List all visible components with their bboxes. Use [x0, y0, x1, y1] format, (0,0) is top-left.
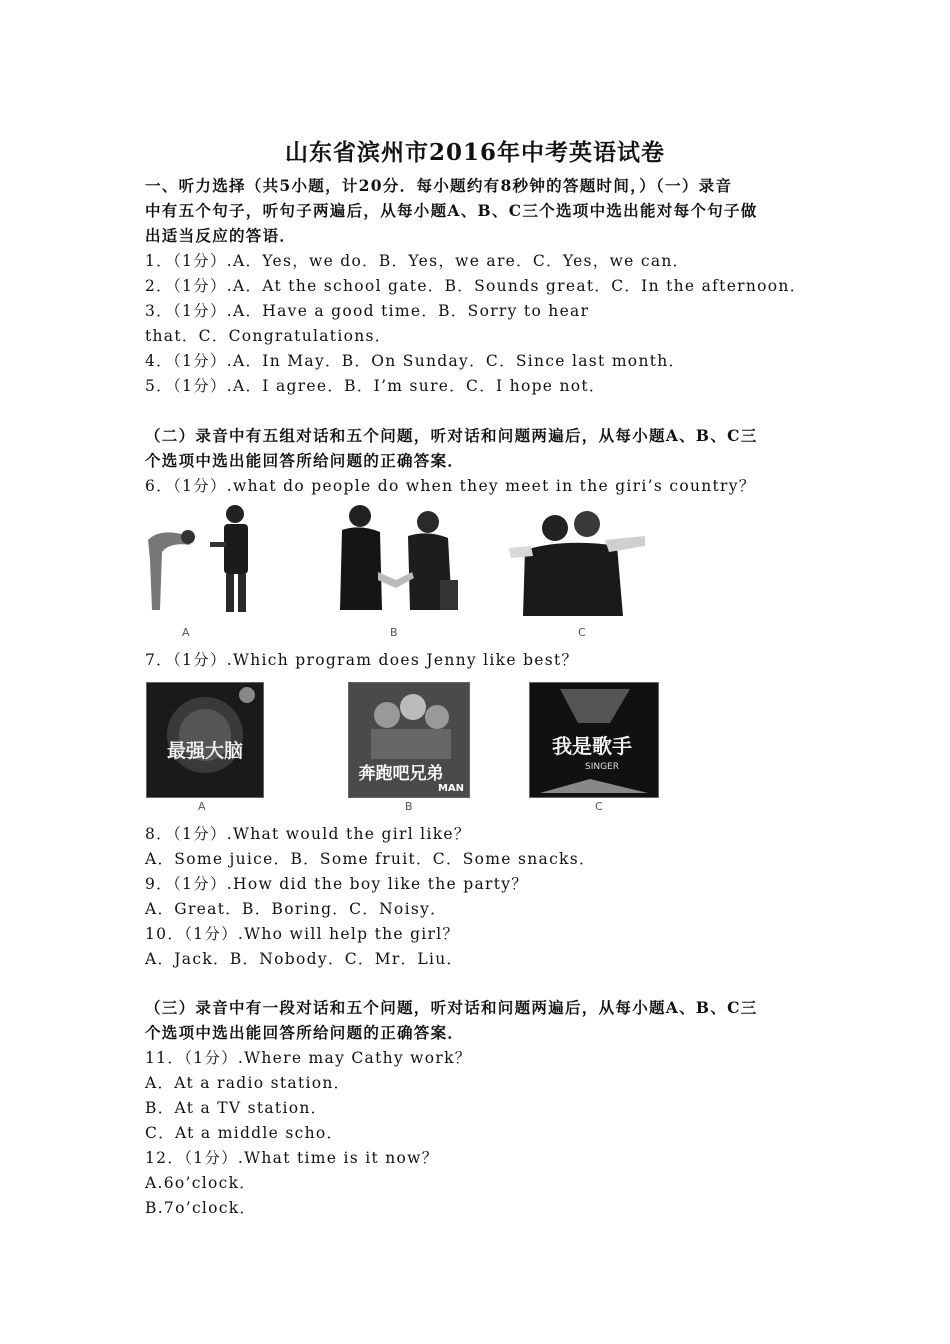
question-9: 9．（1分）.How did the boy like the party？ [145, 875, 529, 893]
question-3-continued: that．C．Congratulations． [145, 327, 392, 345]
page-title: 山东省滨州市2016年中考英语试卷 [284, 139, 665, 166]
question-12-option-a: A.6o’clock． [145, 1174, 257, 1192]
program-c-subtitle: SINGER [584, 762, 620, 772]
question-11-option-c: C．At a middle scho． [145, 1124, 344, 1142]
question-12: 12．（1分）.What time is it now？ [145, 1149, 439, 1167]
program-b-title: 奔跑吧兄弟 [358, 764, 444, 784]
question-8: 8．（1分）.What would the girl like？ [145, 825, 471, 843]
program-a-title: 最强大脑 [166, 740, 244, 762]
q6-caption-c: C [578, 626, 586, 639]
question-12-option-b: B.7o’clock． [145, 1199, 257, 1217]
section1-heading-line1: 一、听力选择（共5小题，计20分．每小题约有8秒钟的答题时间，）（一）录音 [145, 176, 733, 195]
question-7: 7．（1分）.Which program does Jenny like best？ [145, 651, 579, 669]
q6-caption-a: A [182, 626, 190, 639]
question-11-option-b: B．At a TV station． [145, 1099, 328, 1117]
question-10-options: A．Jack．B．Nobody．C．Mr．Liu． [145, 950, 464, 968]
program-c-title: 我是歌手 [552, 734, 632, 758]
question-11-option-a: A．At a radio station． [145, 1074, 351, 1092]
q7-caption-b: B [405, 800, 413, 813]
q6-caption-b: B [390, 626, 398, 639]
question-1: 1．（1分）.A．Yes，we do．B．Yes，we are．C．Yes，we can． [145, 252, 690, 270]
question-5: 5．（1分）.A．I agree．B．I’m sure．C．I hope not． [145, 377, 606, 395]
question-8-options: A．Some juice．B．Some fruit．C．Some snacks． [145, 850, 596, 868]
question-2: 2．（1分）.A．At the school gate．B．Sounds great．C．In the afternoon． [145, 277, 807, 295]
question-9-options: A．Great．B．Boring．C．Noisy． [145, 900, 447, 918]
greeting-hug-image [505, 500, 650, 620]
program-logo-b [348, 682, 470, 798]
question-3: 3．（1分）.A．Have a good time．B．Sorry to hear [145, 302, 590, 320]
section3-heading-line1: （三）录音中有一段对话和五个问题，听对话和问题两遍后，从每小题A、B、C三 [145, 998, 758, 1017]
question-4: 4．（1分）.A．In May．B．On Sunday．C．Since last month． [145, 352, 686, 370]
program-logo-c [529, 682, 659, 798]
program-logo-a [146, 682, 264, 798]
question-11: 11．（1分）.Where may Cathy work？ [145, 1049, 472, 1067]
section2-heading-line2: 个选项中选出能回答所给问题的正确答案． [145, 451, 465, 470]
q7-caption-a: A [198, 800, 206, 813]
greeting-bow-image [140, 500, 270, 620]
question-10: 10．（1分）.Who will help the girl？ [145, 925, 460, 943]
section2-heading-line1: （二）录音中有五组对话和五个问题，听对话和问题两遍后，从每小题A、B、C三 [145, 426, 758, 445]
section1-heading-line3: 出适当反应的答语． [145, 226, 297, 245]
program-b-subtitle: MAN [437, 783, 465, 794]
section1-heading-line2: 中有五个句子，听句子两遍后，从每小题A、B、C三个选项中选出能对每个句子做 [145, 201, 758, 220]
q7-caption-c: C [595, 800, 603, 813]
greeting-handshake-image [330, 500, 460, 620]
section3-heading-line2: 个选项中选出能回答所给问题的正确答案． [145, 1023, 465, 1042]
question-6: 6．（1分）.what do people do when they meet in the giri’s country？ [145, 477, 756, 495]
